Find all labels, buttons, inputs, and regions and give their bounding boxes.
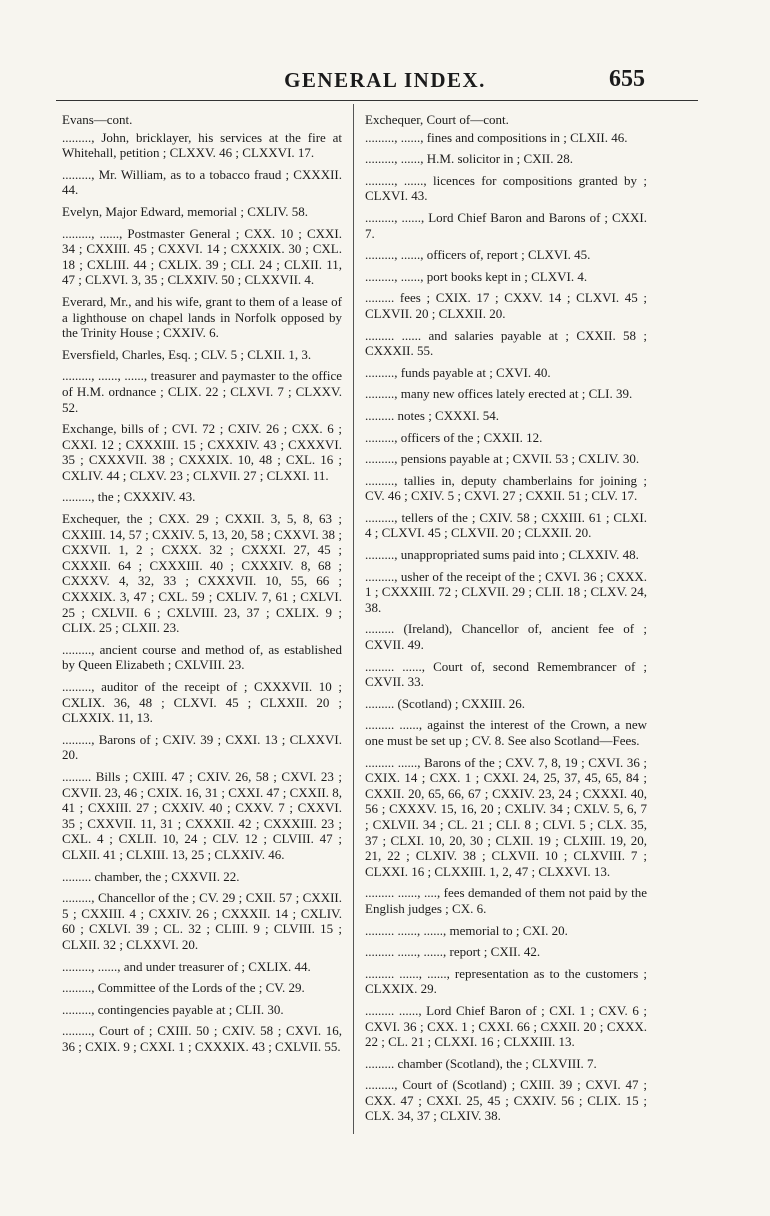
index-entry: ......... chamber, the ; CXXVII. 22. [62, 868, 240, 884]
index-entry: Eversfield, Charles, Esq. ; CLV. 5 ; CLXII. 1, 3. [62, 346, 312, 362]
header-rule [56, 100, 698, 101]
index-entry: ........., usher of the receipt of the ; CXVI. 36 ; CXXX. 1 ; CXXXIII. 72 ; CLXVII. 29 ; CLII. 18 ; CLXV. 24, 38. [365, 568, 647, 615]
index-entry: Evelyn, Major Edward, memorial ; CXLIV. 58. [62, 203, 308, 219]
index-entry: ........., Court of (Scotland) ; CXIII. 39 ; CXVI. 47 ; CXX. 47 ; CXXI. 25, 45 ; CXXIV. 56 ; CLIX. 15 ; CLX. 34, 37 ; CLXIV. 38. [365, 1077, 647, 1124]
index-entry: ......... ......, against the interest of the Crown, a new one must be set up ; CV. 8. See also Scotland—Fees. [365, 717, 647, 748]
index-entry: ........., ......, Postmaster General ; CXX. 10 ; CXXI. 34 ; CXXIII. 45 ; CXXVI. 14 ; CXXXIX. 30 ; CXL. 18 ; CXLIII. 44 ; CXLIX. 39 ; CLI. 24 ; CLXII. 11, 47 ; CLXVI. 3, 35 ; CLXXIV. 50 ; CLXXVII. 4. [62, 225, 342, 288]
index-entry: ......... ......, ......, representation as to the customers ; CLXXIX. 29. [365, 965, 647, 997]
index-entry: ........., Committee of the Lords of the ; CV. 29. [62, 980, 305, 996]
index-entry: ......... Bills ; CXIII. 47 ; CXIV. 26, 58 ; CXVI. 23 ; CXVII. 23, 46 ; CXIX. 16, 31 ; CXXI. 47 ; CXXII. 8, 41 ; CXXIII. 27 ; CXXIV. 40 ; CXXV. 7 ; CXXVI. 35 ; CXXVII. 11, 31 ; CXXXII. 42 ; CXXXIII. 23 ; CXL. 4 ; CXLII. 10, 24 ; CLV. 12 ; CLVIII. 47 ; CLXII. 41 ; CLXIII. 13, 25 ; CLXXIV. 46. [62, 768, 342, 862]
index-entry: ......... ...... and salaries payable at ; CXXII. 58 ; CXXXII. 55. [365, 327, 647, 359]
index-entry: ......... notes ; CXXXI. 54. [365, 407, 499, 423]
index-entry: ........., tallies in, deputy chamberlains for joining ; CV. 46 ; CXIV. 5 ; CXVI. 27 ; CXXII. 51 ; CLV. 17. [365, 472, 647, 504]
page-title: GENERAL INDEX. [284, 68, 486, 92]
index-entry: ........., auditor of the receipt of ; CXXXVII. 10 ; CXLIX. 36, 48 ; CLXVI. 45 ; CLXXII. 20 ; CLXXIX. 11, 13. [62, 679, 342, 726]
index-entry: ........., ancient course and method of, as established by Queen Elizabeth ; CXLVIII. 23. [62, 641, 342, 673]
index-entry: ........., funds payable at ; CXVI. 40. [365, 364, 551, 380]
index-entry: ......... chamber (Scotland), the ; CLXVIII. 7. [365, 1055, 597, 1071]
index-entry: ........., Court of ; CXIII. 50 ; CXIV. 58 ; CXVI. 16, 36 ; CXIX. 9 ; CXXI. 1 ; CXXXIX. 43 ; CXLVII. 55. [62, 1023, 342, 1054]
index-entry: Exchange, bills of ; CVI. 72 ; CXIV. 26 ; CXX. 6 ; CXXI. 12 ; CXXXIII. 15 ; CXXXIV. 43 ; CXXXVI. 35 ; CXXXVII. 38 ; CXXXIX. 10, 48 ; CXL. 16 ; CXLIV. 44 ; CLXV. 23 ; CLXVII. 27 ; CLXXI. 11. [62, 421, 342, 483]
index-entry: ........., pensions payable at ; CXVII. 53 ; CXLIV. 30. [365, 451, 640, 467]
index-entry: Everard, Mr., and his wife, grant to them of a lease of a lighthouse on chapel lands in Norfolk opposed by the Trinity House ; CXXIV. 6. [62, 293, 342, 341]
index-entry: ........., unappropriated sums paid into ; CLXXIV. 48. [365, 547, 639, 563]
index-entry: ........., John, bricklayer, his services at the fire at Whitehall, petition ; CLXXV. 46 ; CLXXVI. 17. [62, 129, 342, 161]
index-entry: Exchequer, Court of—cont. [365, 112, 509, 127]
index-entry: ........., ......, Lord Chief Baron and Barons of ; CXXI. 7. [365, 209, 647, 241]
index-entry: ........., Barons of ; CXIV. 39 ; CXXI. 13 ; CLXXVI. 20. [62, 731, 342, 763]
index-entry: ......... ......, ......, memorial to ; CXI. 20. [365, 922, 568, 938]
index-entry: ........., many new offices lately erected at ; CLI. 39. [365, 386, 633, 402]
index-entry: ........., ......, and under treasurer of ; CXLIX. 44. [62, 958, 311, 974]
index-entry: ........., officers of the ; CXXII. 12. [365, 429, 543, 445]
index-entry: ........., ......, ......, treasurer and paymaster to the office of H.M. ordnance ; CLIX. 22 ; CLXVI. 7 ; CLXXV. 52. [62, 368, 342, 415]
index-entry: Evans—cont. [62, 112, 133, 127]
index-entry: ........., ......, port books kept in ; CLXVI. 4. [365, 268, 588, 284]
index-entry: ........., the ; CXXXIV. 43. [62, 489, 196, 505]
index-entry: ......... ......, Lord Chief Baron of ; CXI. 1 ; CXV. 6 ; CXVI. 36 ; CXX. 1 ; CXXI. 66 ; CXXII. 20 ; CXXX. 22 ; CL. 21 ; CLXXI. 16 ; CLXXIII. 13. [365, 1002, 647, 1050]
page-number: 655 [609, 66, 645, 92]
index-entry: ........., tellers of the ; CXIV. 58 ; CXXIII. 61 ; CLXI. 4 ; CLXVI. 45 ; CLXVII. 20 ; CLXXII. 20. [365, 509, 647, 541]
index-entry: ........., ......, fines and compositions in ; CLXII. 46. [365, 129, 628, 145]
index-entry: ........., ......, H.M. solicitor in ; CXII. 28. [365, 151, 573, 167]
index-entry: ........., Chancellor of the ; CV. 29 ; CXII. 57 ; CXXII. 5 ; CXXIII. 4 ; CXXIV. 26 ; CXXXII. 14 ; CXLIV. 60 ; CXLVI. 39 ; CL. 32 ; CLIII. 9 ; CLVIII. 15 ; CLXII. 32 ; CLXXVI. 20. [62, 890, 342, 952]
index-entry: ......... ......, Barons of the ; CXV. 7, 8, 19 ; CXVI. 36 ; CXIX. 14 ; CXX. 1 ; CXXI. 24, 25, 37, 45, 65, 84 ; CXXII. 20, 65, 66, 67 ; CXXIV. 23, 24 ; CXXXI. 40, 56 ; CXXXV. 15, 16, 20 ; CXLIV. 34 ; CXLV. 5, 6, 7 ; CXLVII. 34 ; CL. 21 ; CLI. 8 ; CLVI. 5 ; CLX. 35, 37 ; CLXI. 10, 20, 30 ; CLXII. 19 ; CLXIII. 19, 20, 21, 22 ; CLXIV. 38 ; CLXVII. 10 ; CLXVIII. 7 ; CLXXI. 16 ; CLXXIII. 1, 2, 47 ; CLXXVI. 13. [365, 754, 647, 879]
index-entry: ......... ......, ...., fees demanded of them not paid by the English judges ; CX. 6. [365, 885, 647, 916]
column-divider [353, 104, 354, 1134]
index-entry: ........., Mr. William, as to a tobacco fraud ; CXXXII. 44. [62, 166, 342, 198]
right-column [365, 112, 647, 1130]
index-entry: Exchequer, the ; CXX. 29 ; CXXII. 3, 5, 8, 63 ; CXXIII. 14, 57 ; CXXIV. 5, 13, 20, 58 ; CXXVI. 38 ; CXXVII. 1, 2 ; CXXX. 32 ; CXXXI. 27, 45 ; CXXXII. 64 ; CXXXIII. 40 ; CXXXIV. 8, 68 ; CXXXV. 4, 32, 33 ; CXXXVII. 10, 55, 66 ; CXXXIX. 3, 47 ; CXL. 59 ; CXLIV. 7, 61 ; CXLVI. 25 ; CXLVII. 6 ; CXLVIII. 23, 37 ; CXLIX. 9 ; CLIX. 25 ; CLXII. 23. [62, 511, 342, 636]
index-entry: ......... ......, ......, report ; CXII. 42. [365, 944, 541, 960]
index-entry: ......... (Ireland), Chancellor of, ancient fee of ; CXVII. 49. [365, 621, 647, 653]
index-entry: ........., ......, officers of, report ; CLXVI. 45. [365, 247, 591, 263]
index-entry: ......... ......, Court of, second Remembrancer of ; CXVII. 33. [365, 658, 647, 690]
left-column [62, 112, 342, 1060]
index-entry: ......... fees ; CXIX. 17 ; CXXV. 14 ; CLXVI. 45 ; CLXVII. 20 ; CLXXII. 20. [365, 290, 647, 321]
index-entry: ........., ......, licences for compositions granted by ; CLXVI. 43. [365, 172, 647, 204]
index-entry: ........., contingencies payable at ; CLII. 30. [62, 1001, 284, 1017]
page-header [0, 62, 770, 102]
index-entry: ......... (Scotland) ; CXXIII. 26. [365, 695, 525, 711]
